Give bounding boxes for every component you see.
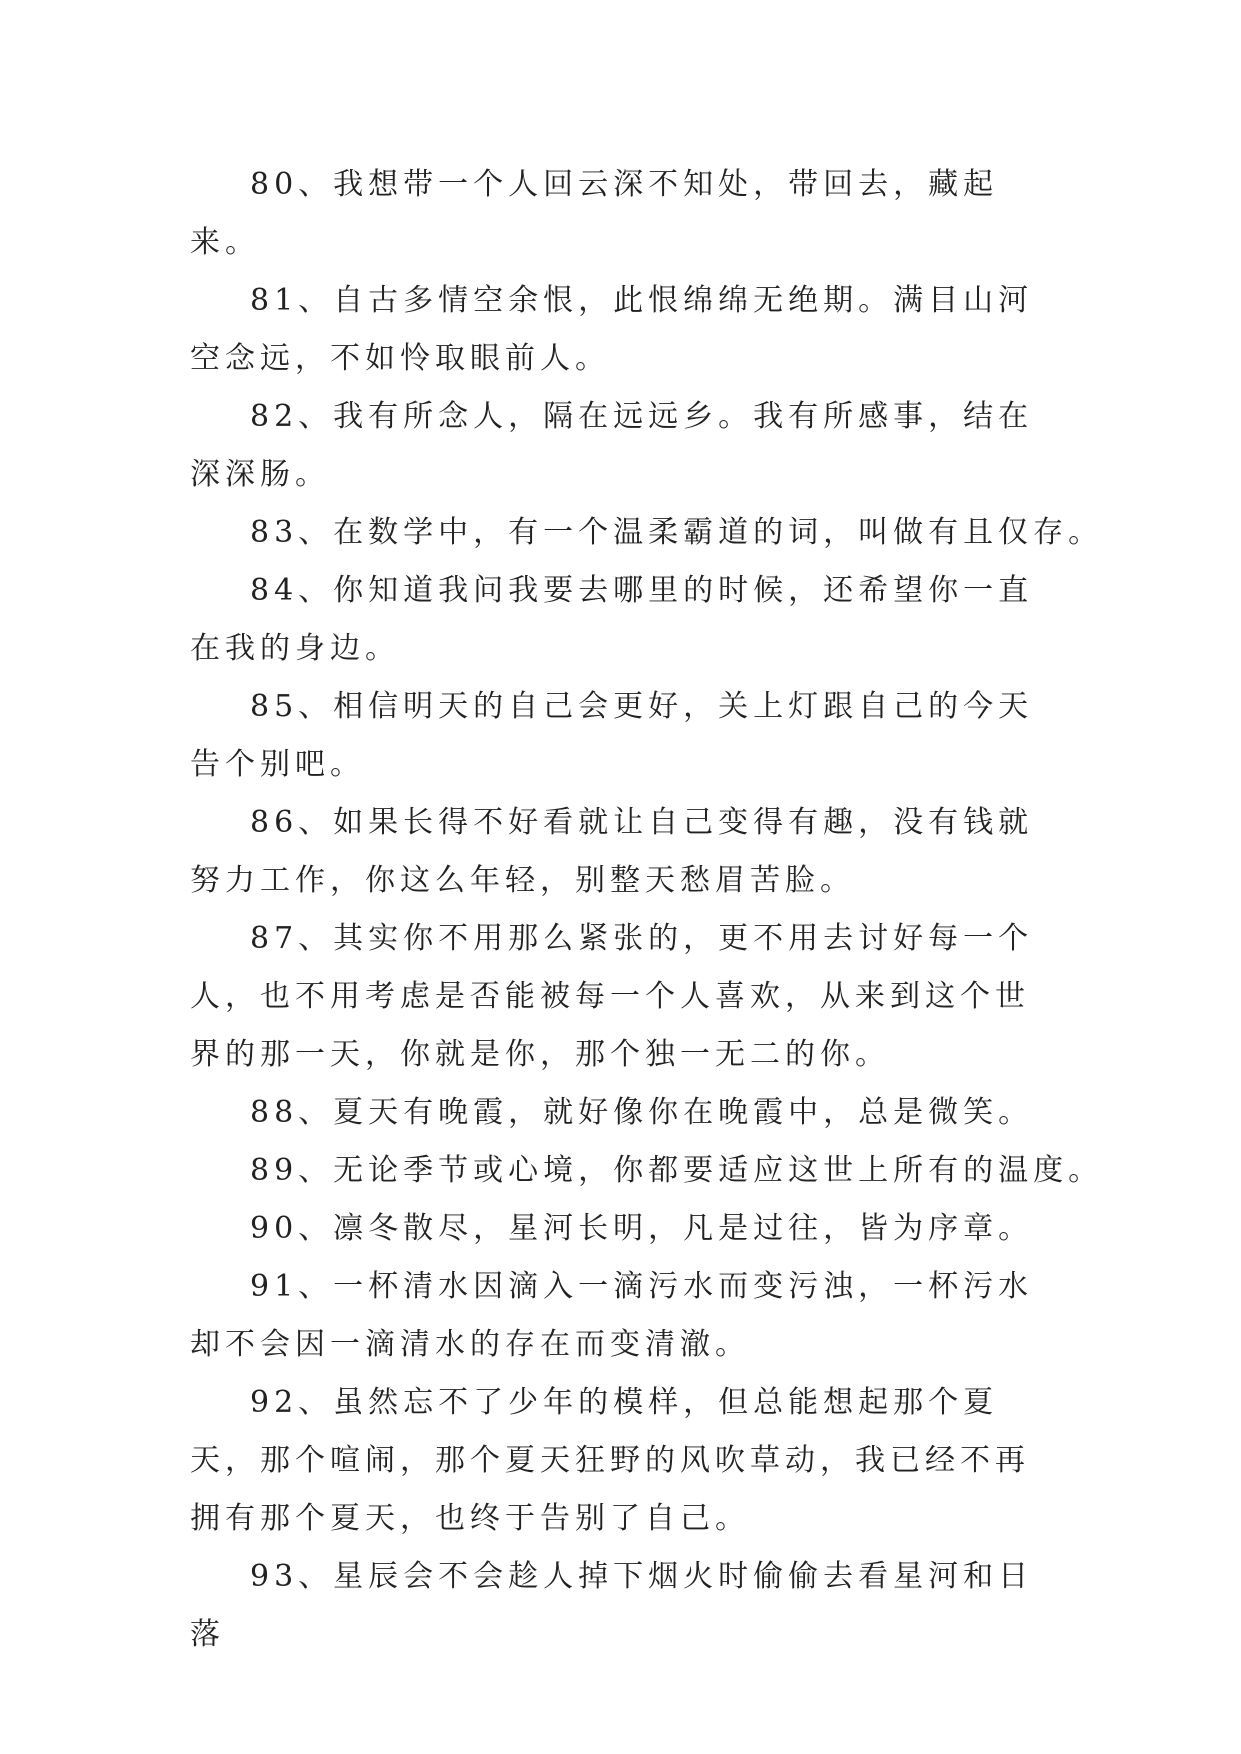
paragraph-80: 80、我想带一个人回云深不知处，带回去，藏起来。 <box>190 167 999 260</box>
paragraph-91: 91、一杯清水因滴入一滴污水而变污浊，一杯污水却不会因一滴清水的存在而变清澈。 <box>190 1269 1034 1362</box>
paragraph-92: 92、虽然忘不了少年的模样，但总能想起那个夏天，那个喧闹，那个夏天狂野的风吹草动，我已经不再拥有那个夏天，也终于告别了自己。 <box>190 1385 1030 1536</box>
paragraph-81: 81、自古多情空余恨，此恨绵绵无绝期。满目山河空念远，不如怜取眼前人。 <box>190 283 1034 376</box>
paragraph-89: 89、无论季节或心境，你都要适应这世上所有的温度。 <box>250 1153 1104 1188</box>
paragraph-90: 90、凛冬散尽，星河长明，凡是过往，皆为序章。 <box>250 1211 1034 1246</box>
document-body <box>190 156 1104 1664</box>
paragraph-82: 82、我有所念人，隔在远远乡。我有所感事，结在深深肠。 <box>190 399 1034 492</box>
paragraph-83: 83、在数学中，有一个温柔霸道的词，叫做有且仅存。 <box>250 515 1104 550</box>
paragraph-85: 85、相信明天的自己会更好，关上灯跟自己的今天告个别吧。 <box>190 689 1034 782</box>
paragraph-86: 86、如果长得不好看就让自己变得有趣，没有钱就努力工作，你这么年轻，别整天愁眉苦脸。 <box>190 805 1034 898</box>
paragraph-88: 88、夏天有晚霞，就好像你在晚霞中，总是微笑。 <box>250 1095 1034 1130</box>
paragraph-84: 84、你知道我问我要去哪里的时候，还希望你一直在我的身边。 <box>190 573 1034 666</box>
paragraph-87: 87、其实你不用那么紧张的，更不用去讨好每一个人，也不用考虑是否能被每一个人喜欢，从来到这个世界的那一天，你就是你，那个独一无二的你。 <box>190 921 1034 1072</box>
paragraph-93: 93、星辰会不会趁人掉下烟火时偷偷去看星河和日落 <box>190 1559 1034 1652</box>
